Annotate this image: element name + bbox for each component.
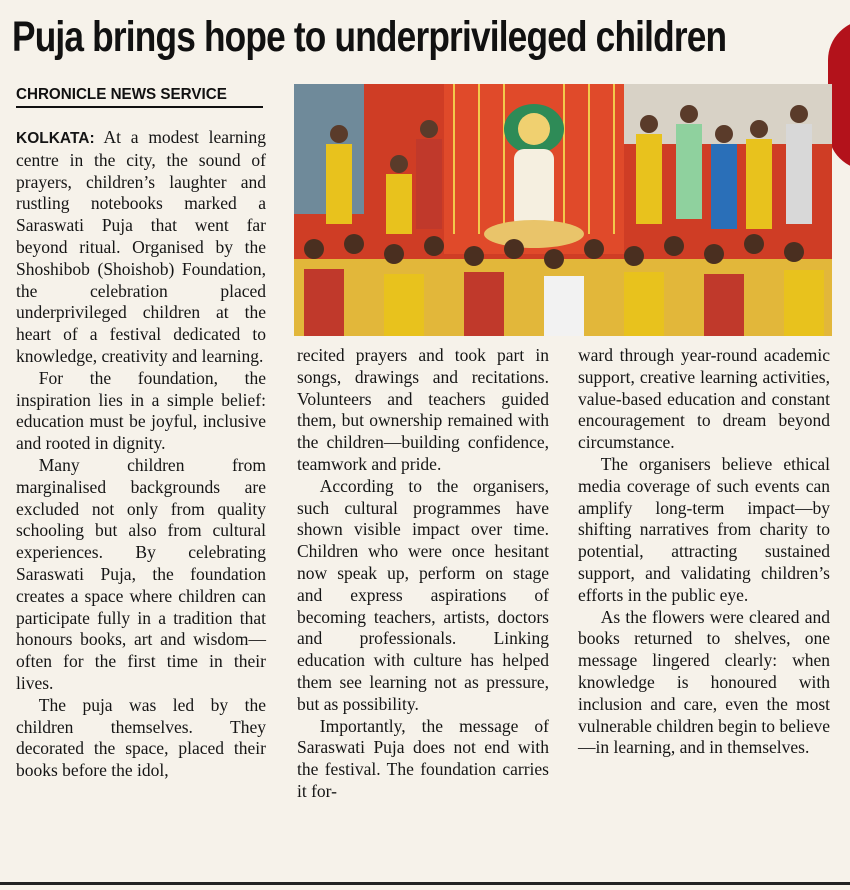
article-paragraph: For the foundation, the inspiration lies in a simple belief: education must be joyful, inclusive and rooted in dignity.	[16, 367, 266, 454]
article-paragraph: The puja was led by the children themselves. They decorated the space, placed their books before the idol,	[16, 694, 266, 781]
article-paragraph: Many children from marginalised backgrounds are excluded not only from quality schooling but also from cultural experiences. By celebrating Saraswati Puja, the foundation creates a space where children can participate fully in a tradition that honours books, art and wisdom—often for the first time in their lives.	[16, 454, 266, 693]
article-paragraph: As the flowers were cleared and books returned to shelves, one message lingered clearly: when knowledge is honoured with inclusion and care, even the most vulnerable children begin to believe—in learning, and in themselves.	[578, 606, 830, 758]
bottom-rule	[0, 882, 850, 885]
article-paragraph: ward through year-round academic support, creative learning activities, value-based education and constant encouragement to dream beyond circumstance.	[578, 345, 830, 453]
article-paragraph	[16, 127, 266, 368]
paragraph-text: At a modest learning centre in the city, the sound of prayers, children’s laughter and rustling notebooks marked a Saraswati Puja that went far beyond ritual. Organised by the Shoshibob (Shoishob) Foundation, the celebration placed underprivileged children at the heart of a festival dedicated to knowledge, creativity and learning.	[16, 127, 266, 366]
article-paragraph: According to the organisers, such cultural programmes have shown visible impact over time. Children who were once hesitant now speak up, perform on stage and express aspirations of becoming teachers, artists, doctors and professionals. Linking education with culture has helped them see learning not as pressure, but as possibility.	[297, 475, 549, 714]
puja-celebration-photo	[294, 84, 832, 336]
headline: Puja brings hope to underprivileged children	[12, 13, 727, 61]
photo-illustration	[294, 84, 832, 336]
article-column-3	[578, 345, 830, 759]
article-paragraph: recited prayers and took part in songs, drawings and recitations. Volunteers and teachers guided them, but ownership remained with the children—building confidence, teamwork and pride.	[297, 345, 549, 474]
article-column-1	[16, 127, 266, 782]
article-column-2	[297, 345, 549, 803]
dateline: KOLKATA:	[16, 130, 95, 147]
article-paragraph: The organisers believe ethical media coverage of such events can amplify long-term impact—by shifting narratives from charity to potential, attracting sustained support, and validating children’s efforts in the public eye.	[578, 453, 830, 605]
byline: CHRONICLE NEWS SERVICE	[16, 86, 227, 103]
byline-underline	[16, 106, 263, 108]
article-paragraph: Importantly, the message of Saraswati Puja does not end with the festival. The foundation carries it for-	[297, 715, 549, 801]
